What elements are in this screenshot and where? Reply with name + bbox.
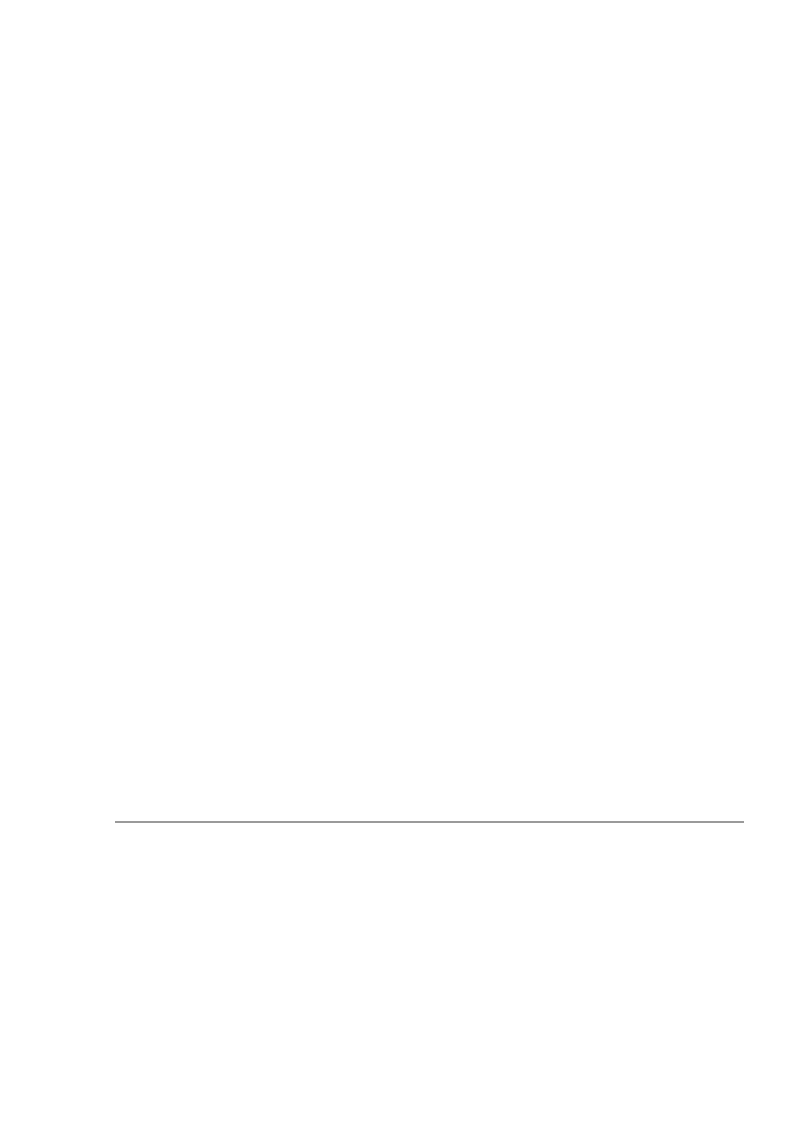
horizontal-divider (115, 821, 744, 823)
